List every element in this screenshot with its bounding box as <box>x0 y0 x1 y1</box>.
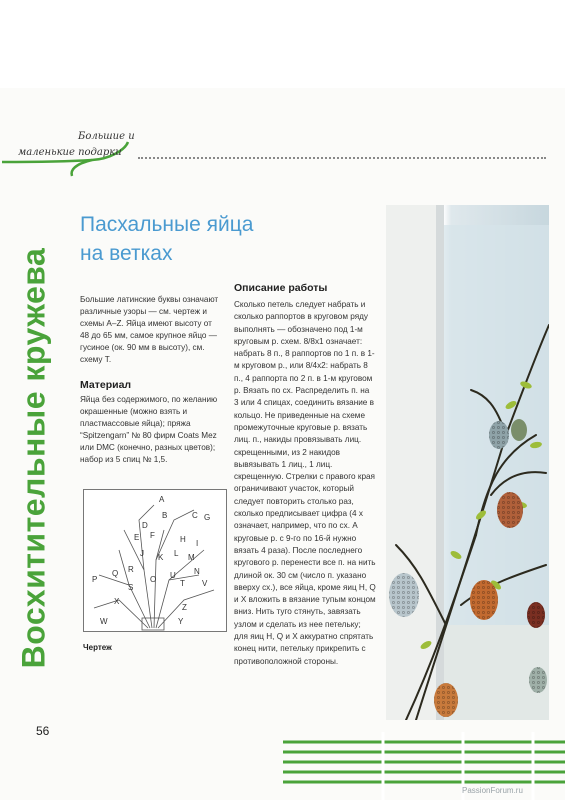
work-paragraph: Сколько петель следует набрать и сколько раппортов в круговом ряду выполнять — обозначено под 1-м круговым р. схем. 8/8х1 означает: набрать 8 п., 8 раппортов по 1 п. в 1-м круговом р., или 8/4х2: набрать 8 п., 4 раппорта по 2 п. в 1-м круговом р. Вязать по сх. Распределить п. на 3 или 4 спицах, соединить вязание в кольцо. Не приведенные на схеме промежуточные круговые р. вязать лиц. п., накиды провязывать лиц. скрещенными, из 2 накидов вывязывать 1 лиц., 1 лиц. скрещенную. Стрелки с правого края ограничивают участок, который следует повторить столько раз, сколько предписывает цифра (4 х означает, например, что по сх. А круговые р. с 9-го по 16-й нужно вязать 4 раза). После последнего кругового р. перенести все п. на нить длиной ок. 30 см (число п. указано вверху сх.), все яйца, кроме яиц H, Q и X вложить в вязание тупым концом вниз. Нить туго стянуть, завязать узлом и сделать из нее петельку; для яиц H, Q и X аккуратно спрятать конец нити, петельку прикрепить с противоположной стороны. <box>234 300 376 666</box>
schema-letter-u: U <box>170 571 176 580</box>
eggs-on-branches-photo <box>386 205 549 720</box>
schema-letter-e: E <box>134 533 140 542</box>
header-line-1: Большие и <box>78 131 135 142</box>
intro-paragraph: Большие латинские буквы означают различные узоры — см. чертеж и схемы A–Z. Яйца имеют высоту от 48 до 65 мм, самое крупное яйцо — гусиное (ок. 90 мм в высоту), см. схему T. <box>80 295 219 364</box>
schema-letter-c: C <box>192 511 198 520</box>
schema-letter-h: H <box>180 535 186 544</box>
work-heading: Описание работы <box>234 282 328 294</box>
schema-letter-j: J <box>140 549 144 558</box>
photo-illustration <box>386 205 549 720</box>
schema-letter-g: G <box>204 513 211 522</box>
schema-letter-a: A <box>159 495 165 504</box>
schema-letter-v: V <box>202 579 208 588</box>
header-dotted-line <box>138 157 546 159</box>
schema-letter-z: Z <box>182 603 187 612</box>
header-line-2: маленькие подарки <box>18 147 122 158</box>
section-title: Восхитительные кружева <box>15 247 52 668</box>
article-title <box>80 210 253 268</box>
schema-letter-k: K <box>158 553 164 562</box>
schema-letter-m: M <box>188 553 195 562</box>
schema-letter-p: P <box>92 575 98 584</box>
schema-letter-r: R <box>128 565 134 574</box>
material-paragraph: Яйца без содержимого, по желанию окрашенные (можно взять и пластмассовые яйца); пряжа “Spitzengarn” № 80 фирм Coats Mez или DMC (конечно, разных цветов); набор из 5 спиц № 1,5. <box>80 395 218 464</box>
scan-top-margin <box>0 0 565 88</box>
schema-caption: Чертеж <box>83 643 112 652</box>
page-number: 56 <box>36 724 50 738</box>
schema-letter-y: Y <box>178 617 184 626</box>
schema-letter-l: L <box>174 549 179 558</box>
schema-letter-i: I <box>196 539 199 548</box>
schema-letter-t: T <box>180 579 185 588</box>
schema-letter-w: W <box>100 617 108 626</box>
article-title-line-2: на ветках <box>80 242 173 265</box>
schema-letter-n: N <box>194 567 200 576</box>
schema-drawing <box>83 489 227 632</box>
branches-sketch-icon <box>84 490 226 631</box>
schema-letter-s: S <box>128 583 134 592</box>
schema-letter-f: F <box>150 531 155 540</box>
schema-letter-x: X <box>114 597 120 606</box>
schema-letter-o: O <box>150 575 157 584</box>
article-title-line-1: Пасхальные яйца <box>80 213 254 236</box>
schema-letter-b: B <box>162 511 168 520</box>
watermark: PassionForum.ru <box>462 786 523 795</box>
material-heading: Материал <box>80 379 132 391</box>
schema-letter-d: D <box>142 521 148 530</box>
schema-letter-q: Q <box>112 569 119 578</box>
